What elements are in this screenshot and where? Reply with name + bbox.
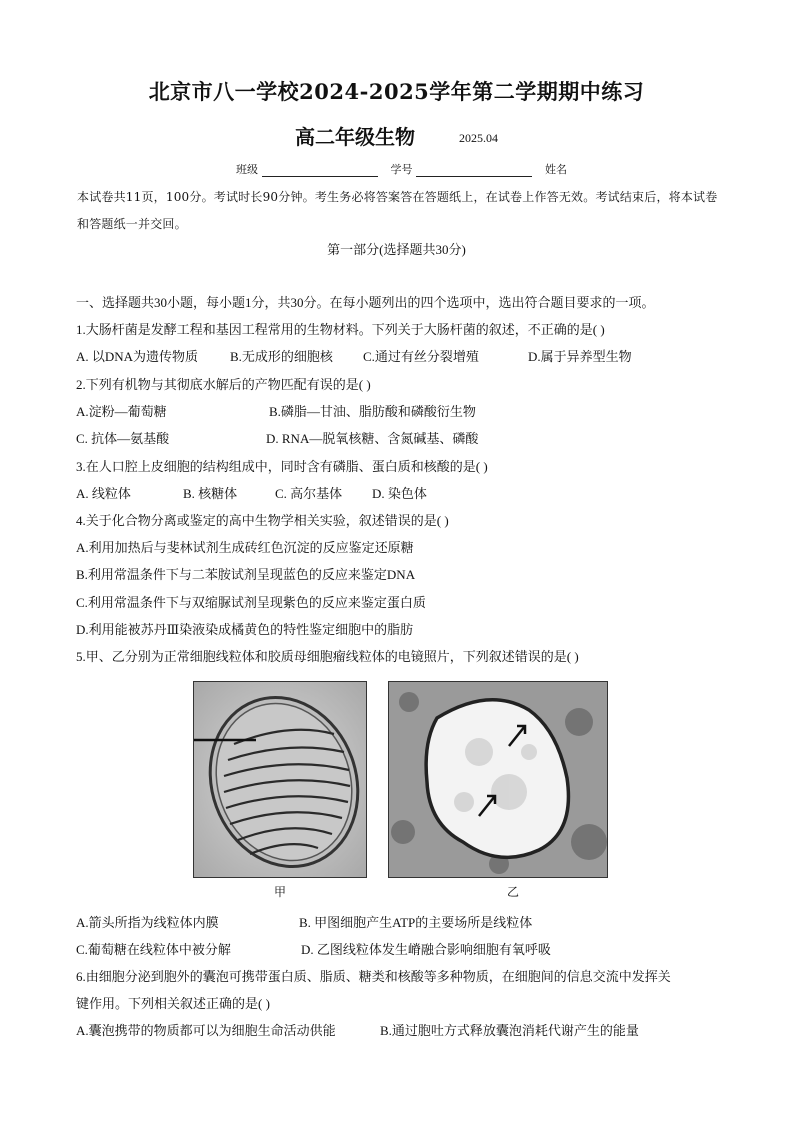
q4-stem: 4.关于化合物分离或鉴定的高中生物学相关实验，叙述错误的是( ) [76, 513, 449, 528]
mitochondrion-figure-b [388, 681, 608, 878]
q2-option-b[interactable]: B.磷脂—甘油、脂肪酸和磷酸衍生物 [269, 404, 476, 419]
q2-option-a[interactable]: A.淀粉—葡萄糖 [76, 404, 167, 419]
q4-option-b[interactable]: B.利用常温条件下与二苯胺试剂呈现蓝色的反应来鉴定DNA [76, 567, 416, 582]
q3-stem: 3.在人口腔上皮细胞的结构组成中，同时含有磷脂、蛋白质和核酸的是( ) [76, 459, 488, 474]
q4-option-d[interactable]: D.利用能被苏丹Ⅲ染液染成橘黄色的特性鉴定细胞中的脂肪 [76, 622, 414, 637]
q5-stem: 5.甲、乙分别为正常细胞线粒体和胶质母细胞瘤线粒体的电镜照片，下列叙述错误的是( ) [76, 649, 579, 664]
q2-option-c[interactable]: C. 抗体—氨基酸 [76, 431, 170, 446]
q6-option-a[interactable]: A.囊泡携带的物质都可以为细胞生命活动供能 [76, 1023, 336, 1038]
figure-b-caption: 乙 [507, 885, 520, 899]
q6-stem-line1: 6.由细胞分泌到胞外的囊泡可携带蛋白质、脂质、糖类和核酸等多种物质，在细胞间的信息交流中发挥关 [76, 969, 671, 984]
figure-a-caption: 甲 [274, 885, 287, 899]
q5-option-a[interactable]: A.箭头所指为线粒体内膜 [76, 915, 219, 930]
number-blank[interactable] [416, 164, 532, 177]
q5-options-row2 [76, 939, 726, 957]
q1-option-c[interactable]: C.通过有丝分裂增殖 [363, 349, 479, 364]
q2-options-row2 [76, 428, 726, 446]
q4-option-a[interactable]: A.利用加热后与斐林试剂生成砖红色沉淀的反应鉴定还原糖 [76, 540, 414, 555]
exam-title: 北京市八一学校2024-2025学年第二学期期中练习 [148, 79, 645, 104]
q2-options-row1 [76, 401, 726, 419]
exam-subtitle-row [0, 121, 793, 150]
q3-option-d[interactable]: D. 染色体 [372, 486, 427, 501]
exam-notice: 本试卷共11页，100分。考试时长90分钟。考生务必将答案答在答题纸上，在试卷上作答无效。考试结束后，将本试卷和答题纸一并交回。 [77, 190, 718, 231]
q5-option-b[interactable]: B. 甲图细胞产生ATP的主要场所是线粒体 [299, 915, 533, 930]
class-blank[interactable] [262, 164, 378, 177]
q3-option-c[interactable]: C. 高尔基体 [275, 486, 343, 501]
q1-option-a[interactable]: A. 以DNA为遗传物质 [76, 349, 199, 364]
q6-option-b[interactable]: B.通过胞吐方式释放囊泡消耗代谢产生的能量 [380, 1023, 639, 1038]
student-info-fields [236, 161, 567, 177]
number-label: 学号 [390, 163, 413, 176]
q4-option-c[interactable]: C.利用常温条件下与双缩脲试剂呈现紫色的反应来鉴定蛋白质 [76, 595, 426, 610]
q3-option-a[interactable]: A. 线粒体 [76, 486, 131, 501]
q1-option-b[interactable]: B.无成形的细胞核 [230, 349, 333, 364]
q1-stem: 1.大肠杆菌是发酵工程和基因工程常用的生物材料。下列关于大肠杆菌的叙述，不正确的是( ) [76, 322, 605, 337]
q1-options [76, 346, 726, 364]
q5-option-d[interactable]: D. 乙图线粒体发生嵴融合影响细胞有氧呼吸 [301, 942, 551, 957]
q5-options-row1 [76, 912, 726, 930]
q3-options [76, 483, 726, 501]
class-label: 班级 [236, 163, 258, 176]
q6-options-row1 [76, 1020, 726, 1038]
exam-date: 2025.04 [459, 131, 498, 145]
mitochondrion-figure-a [193, 681, 367, 878]
q5-option-c[interactable]: C.葡萄糖在线粒体中被分解 [76, 942, 231, 957]
q1-option-d[interactable]: D.属于异养型生物 [528, 349, 632, 364]
q2-option-d[interactable]: D. RNA—脱氧核糖、含氮碱基、磷酸 [266, 431, 479, 446]
q6-stem-line2: 键作用。下列相关叙述正确的是( ) [76, 996, 270, 1011]
section-title: 第一部分(选择题共30分) [327, 242, 466, 257]
exam-subtitle: 高二年级生物 [295, 125, 415, 149]
name-label: 姓名 [545, 163, 567, 176]
q3-option-b[interactable]: B. 核糖体 [183, 486, 238, 501]
instructions: 一、选择题共30小题，每小题1分，共30分。在每小题列出的四个选项中，选出符合题目要求的一项。 [76, 295, 655, 310]
q2-stem: 2.下列有机物与其彻底水解后的产物匹配有误的是( ) [76, 377, 371, 392]
